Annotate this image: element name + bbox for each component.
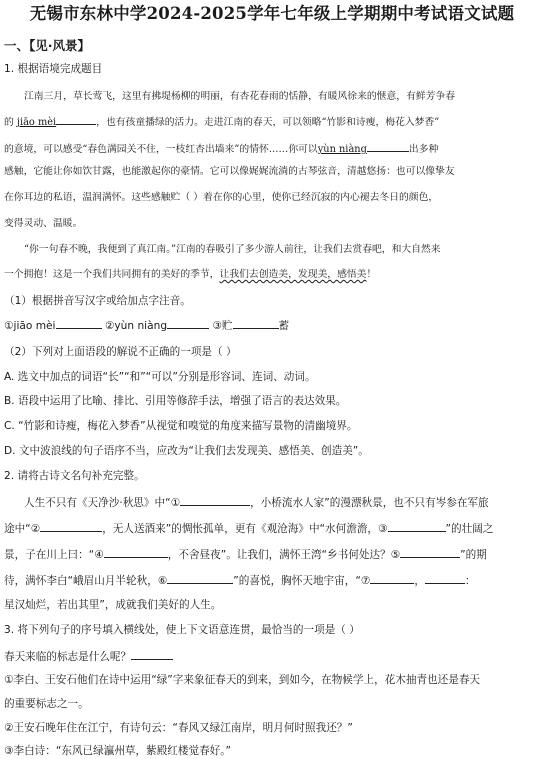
q2-line-3: 景，子在川上曰：“④ ，不舍昼夜”。让我们，满怀王湾“乡书何处达？⑤ ”的期 [4, 546, 487, 562]
answer-blank-1[interactable] [56, 317, 102, 329]
blank-jiaomei[interactable] [56, 113, 96, 125]
poem-blank-4[interactable] [104, 546, 168, 558]
passage-line-2: 的 jiāo mèi ，也有孩童播绿的活力。走进江南的春天，可以领略“竹影和诗瘦，梅花入梦香” [4, 113, 439, 130]
q2-line-2: 途中“② ，无人送酒来”的惆怅孤单，更有《观沧海》中“水何澹澹，③ ”的壮阔之 [4, 520, 493, 536]
wavy-sentence: 让我们去创造美，发现美，感悟美 [219, 269, 367, 280]
poem-blank-6[interactable] [167, 572, 233, 584]
poem-blank-2[interactable] [40, 520, 102, 532]
passage-line-1: 江南三月，草长莺飞，这里有拂堤杨柳的明丽，有杏花春雨的恬静，有暖风徐来的惬意，有鲜芳争春 [24, 91, 456, 102]
q3-item-1-cont: 的重要标志之一。 [4, 698, 89, 710]
q2-line-4: 待，满怀李白“峨眉山月半轮秋，⑥ ”的喜悦，胸怀天地宇宙，“⑦ ， ： [4, 572, 476, 588]
q3-item-1: ①李白、王安石他们在诗中运用“绿”字来象征春天的到来，到如今，在物候学上，花木抽青也还是春天 [4, 674, 481, 686]
poem-blank-1[interactable] [180, 494, 250, 506]
section-heading: 一、【见·风景】 [4, 38, 90, 53]
option-a: A. 选文中加点的词语“长”“和”“可以”分别是形容词、连词、动词。 [4, 371, 316, 383]
q1-sub1-answers: ①jiāo mèi ②yùn niàng ③贮 蓄 [4, 317, 289, 333]
q3-blank[interactable] [131, 648, 173, 660]
passage-line-7: “你一句春不晚，我便到了真江南。”江南的春吸引了多少游人前往，让我们去赏春吧，和大自然来 [24, 244, 441, 255]
passage-line-4: 感触，它能让你如饮甘露，也能激起你的豪情。它可以像娓娓流淌的古琴弦音，清越悠扬：也可以像挚友 [4, 166, 455, 177]
passage-line-8: 一个拥抱！这是一个我们共同拥有的美好的季节，让我们去创造美，发现美，感悟美！ [4, 269, 377, 280]
option-d: D. 文中波浪线的句子语序不当，应改为“让我们去发现美、感悟美、创造美”。 [4, 445, 369, 457]
poem-blank-3[interactable] [388, 520, 446, 532]
q1-sub2-prompt: （2）下列对上面语段的解说不正确的一项是（ ） [4, 346, 237, 358]
option-b: B. 语段中运用了比喻、排比、引用等修辞手法，增强了语言的表达效果。 [4, 395, 347, 407]
q3-item-2: ②王安石晚年住在江宁，有诗句云：“春风又绿江南岸，明月何时照我还？” [4, 722, 353, 734]
q1-sub1-prompt: （1）根据拼音写汉字或给加点字注音。 [4, 295, 191, 307]
q3-prompt: 3. 将下列句子的序号填入横线处，使上下文语意连贯，最恰当的一项是（ ） [4, 624, 360, 636]
passage-line-6: 变得灵动、温暖。 [4, 218, 83, 229]
q2-line-1: 人生不只有《天净沙·秋思》中“① ，小桥流水人家”的漫漂秋景，也不只有岑参在军旅 [24, 494, 489, 510]
answer-blank-2[interactable] [167, 317, 209, 329]
option-c: C. “竹影和诗瘦，梅花入梦香”从视觉和嗅觉的角度来描写景物的清幽境界。 [4, 420, 358, 432]
q2-prompt: 2. 请将古诗文名句补充完整。 [4, 470, 145, 482]
q1-prompt: 1. 根据语境完成题目 [4, 63, 103, 75]
pinyin-yunniang: yùn niàng [317, 144, 367, 155]
passage-line-3: 的意境，可以感受“春色满园关不住，一枝红杏出墙来”的情怀……你可以yùn niàng 出多种 [4, 140, 438, 157]
q3-item-3: ③李白诗：“东风已绿瀛州草，紫殿红楼觉春好。” [4, 745, 232, 757]
blank-yunniang[interactable] [367, 140, 409, 152]
passage-line-5: 在你耳边的私语，温润满怀。这些感触贮（ ）着在你的心里，使你已经沉寂的内心褪去冬日的颜色， [4, 192, 439, 203]
poem-blank-7a[interactable] [370, 572, 414, 584]
q3-lead: 春天来临的标志是什么呢？ [4, 648, 173, 664]
q2-line-5: 星汉灿烂，若出其里”，成就我们美好的人生。 [4, 599, 222, 611]
answer-blank-3[interactable] [233, 317, 279, 329]
page-title: 无锡市东林中学2024-2025学年七年级上学期期中考试语文试题 [29, 4, 515, 23]
pinyin-jiaomei: jiāo mèi [16, 117, 57, 128]
poem-blank-7b[interactable] [425, 572, 465, 584]
poem-blank-5[interactable] [400, 546, 460, 558]
